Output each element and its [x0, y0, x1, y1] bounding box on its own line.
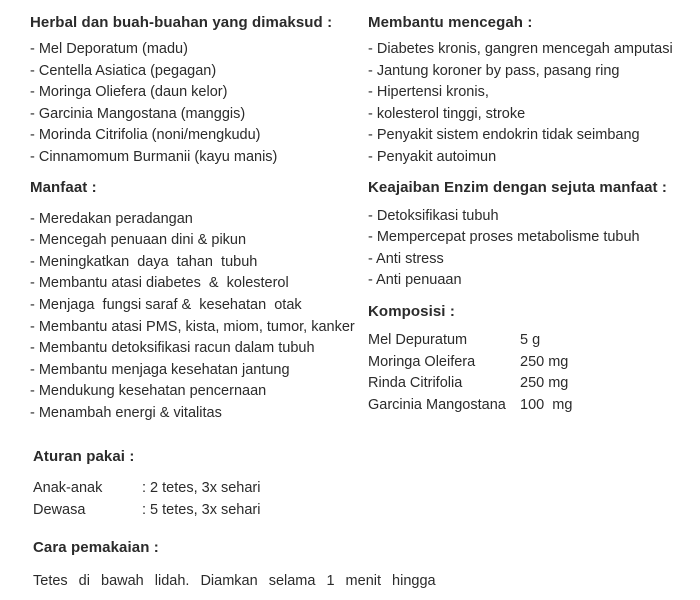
list-item: - Penyakit sistem endokrin tidak seimbang: [368, 127, 640, 144]
cell-amount: 250 mg: [520, 353, 569, 370]
section-manfaat: [30, 178, 368, 425]
list-item: - Centella Asiatica (pegagan): [30, 62, 217, 79]
list-item: - Mencegah penuaan dini & pikun: [30, 232, 247, 249]
herbal-list: [30, 39, 368, 169]
list-item: - Menambah energi & vitalitas: [30, 404, 222, 421]
section-title-mencegah: Membantu mencegah :: [368, 14, 533, 31]
cell-label: Anak-anak: [33, 480, 103, 496]
list-item: - Meredakan peradangan: [30, 210, 193, 227]
section-title-manfaat: Manfaat :: [30, 178, 97, 196]
cell-amount: 250 mg: [520, 375, 569, 392]
section-herbal: [30, 13, 368, 169]
cell-amount: 100 mg: [520, 396, 573, 413]
cell-amount: 5 g: [520, 331, 541, 348]
section-mencegah: [368, 13, 693, 169]
list-item: - Mel Deporatum (madu): [30, 41, 188, 57]
komposisi-table: [368, 330, 693, 416]
table-row: [33, 499, 260, 521]
section-title-aturan-pakai: Aturan pakai :: [33, 448, 135, 465]
section-title-cara-pemakaian: Cara pemakaian :: [33, 539, 159, 556]
list-item: - Penyakit autoimun: [368, 148, 497, 165]
section-komposisi: [368, 302, 693, 416]
manfaat-list: [30, 209, 368, 425]
table-row: [368, 395, 693, 417]
list-item: - Membantu detoksifikasi racun dalam tubuh: [30, 340, 315, 357]
list-item: - Moringa Oliefera (daun kelor): [30, 84, 228, 101]
section-cara-pemakaian: [33, 538, 436, 593]
list-item: - Membantu atasi PMS, kista, miom, tumor, kanker: [30, 318, 355, 335]
cell-name: Garcinia Mangostana: [368, 396, 506, 413]
cara-pemakaian-text: Tetes di bawah lidah. Diamkan selama 1 menit hingga: [33, 573, 436, 589]
cell-label: Dewasa: [33, 502, 86, 518]
list-item: - Cinnamomum Burmanii (kayu manis): [30, 148, 278, 165]
cell-value: : 5 tetes, 3x sehari: [142, 502, 261, 518]
list-item: - Anti stress: [368, 250, 444, 267]
list-item: - Jantung koroner by pass, pasang ring: [368, 62, 620, 79]
left-column: [30, 13, 368, 425]
table-row: [368, 330, 693, 352]
list-item: - Detoksifikasi tubuh: [368, 207, 499, 224]
aturan-table: [33, 477, 260, 521]
list-item: - Mendukung kesehatan pencernaan: [30, 383, 267, 400]
list-item: - Hipertensi kronis,: [368, 84, 489, 101]
cell-name: Mel Depuratum: [368, 331, 468, 348]
list-item: - Menjaga fungsi saraf & kesehatan otak: [30, 296, 302, 313]
list-item: - Garcinia Mangostana (manggis): [30, 105, 246, 122]
section-title-komposisi: Komposisi :: [368, 302, 455, 320]
table-row: [368, 352, 693, 374]
list-item: - Membantu atasi diabetes & kolesterol: [30, 275, 289, 292]
list-item: - Meningkatkan daya tahan tubuh: [30, 253, 258, 270]
list-item: - Morinda Citrifolia (noni/mengkudu): [30, 127, 261, 144]
section-aturan-pakai: [33, 447, 260, 521]
enzim-list: [368, 206, 693, 292]
section-title-enzim: Keajaiban Enzim dengan sejuta manfaat :: [368, 178, 667, 196]
right-column: [368, 13, 693, 416]
cell-name: Moringa Oleifera: [368, 353, 476, 370]
list-item: - Anti penuaan: [368, 272, 462, 289]
table-row: [368, 373, 693, 395]
mencegah-list: [368, 39, 693, 169]
section-title-herbal: Herbal dan buah-buahan yang dimaksud :: [30, 14, 333, 31]
list-item: - kolesterol tinggi, stroke: [368, 105, 526, 122]
cell-name: Rinda Citrifolia: [368, 375, 463, 392]
list-item: - Membantu menjaga kesehatan jantung: [30, 361, 290, 378]
list-item: - Diabetes kronis, gangren mencegah amputasi: [368, 41, 673, 57]
table-row: [33, 477, 260, 499]
cell-value: : 2 tetes, 3x sehari: [142, 480, 261, 496]
list-item: - Mempercepat proses metabolisme tubuh: [368, 229, 640, 246]
section-enzim: [368, 178, 693, 292]
